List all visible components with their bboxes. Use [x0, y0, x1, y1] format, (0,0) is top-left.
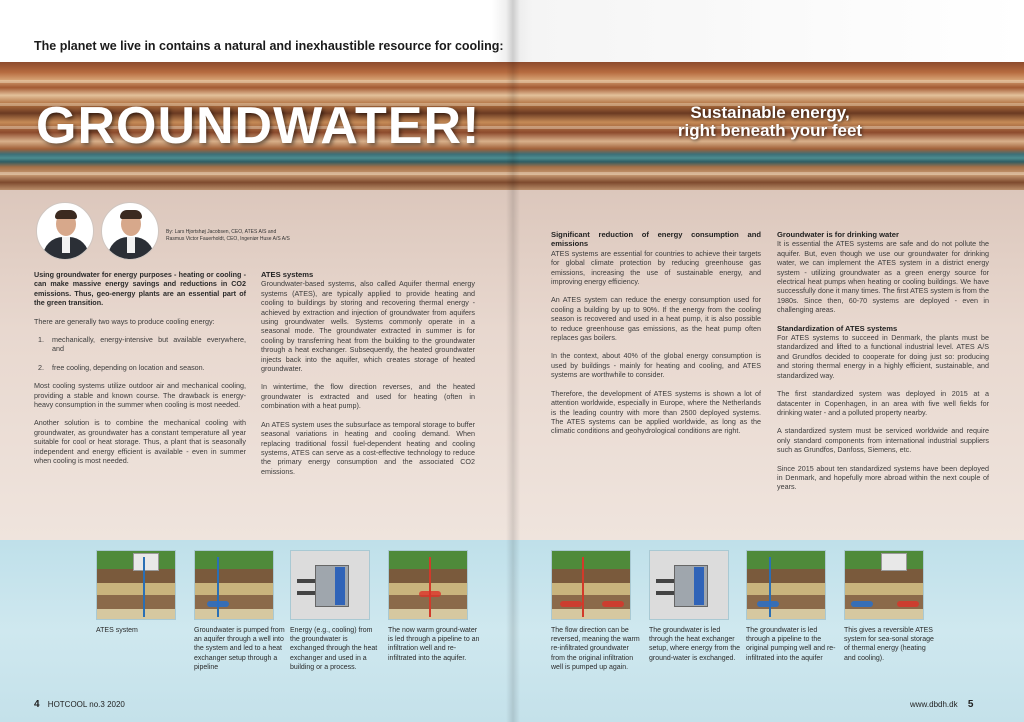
- footer-left: [34, 699, 125, 710]
- soil-layer: [552, 583, 631, 595]
- list-number: 2.: [38, 362, 44, 372]
- flow-arrow-warm: [602, 601, 624, 607]
- well-pipe-warm: [429, 557, 431, 617]
- paragraph: It is essential the ATES systems are safe and do not pollute the aquifer. But, even though we use our groundwater for drinking water, we can implement the ATES system in a district energy system - utilizing groundwater as a green energy source for electrical heat pumps when heating or cooling buildings. We have successfully done it many times. The first ATES system is from the 1980s. Since then, 60-70 systems are deployed - even in challenging areas.: [777, 239, 989, 315]
- well-pipe: [769, 557, 771, 617]
- diagram-caption: This gives a reversible ATES system for sea-sonal storage of thermal energy (heating and cooling).: [844, 627, 934, 662]
- diagram-caption: Energy (e.g., cooling) from the groundwater is exchanged through the heat exchanger and used in a building or a process.: [290, 627, 378, 671]
- soil-layer: [845, 583, 924, 595]
- website-url: www.dbdh.dk: [910, 700, 958, 709]
- page-number-left: 4: [34, 699, 40, 710]
- paragraph: Groundwater-based systems, also called Aquifer thermal energy systems (ATES), are typically applied to provide heating and cooling to buildings by storing and recovering thermal energy - achieved by extraction and injection of groundwater from aquifers using groundwater wells. Systems commonly operate in a seasonal mode. The groundwater extracted in summer is for cooling by transferring heat from the building to the groundwater through a heat exchanger. Subsequently, the heated groundwater injects back into the aquifer, which creates storage of heated groundwater.: [261, 279, 475, 374]
- grass-layer: [195, 551, 274, 569]
- section-heading: Groundwater is for drinking water: [777, 230, 899, 239]
- intro-paragraph: There are generally two ways to produce cooling energy:: [34, 316, 215, 326]
- section-heading: ATES systems: [261, 270, 314, 279]
- soil-layer: [97, 595, 176, 609]
- flow-arrow-warm: [560, 601, 582, 607]
- paragraph: In wintertime, the flow direction reverses, and the heated groundwater is extracted and used for heating (often in combination with a heat pump).: [261, 382, 475, 411]
- diagram-pumping: [194, 550, 274, 620]
- paragraph: Most cooling systems utilize outdoor air and mechanical cooling, providing a stable and known course. The drawback is energy-heavy consumption in the summer when cooling is most needed.: [34, 381, 246, 410]
- diagram-heat-exchanger: [290, 550, 370, 620]
- paragraph: Since 2015 about ten standardized systems have been deployed in Denmark, and hopefully more abroad within the next couple of years.: [777, 463, 989, 492]
- soil-layer: [747, 569, 826, 583]
- diagram-reversed-flow: [551, 550, 631, 620]
- flow-arrow-cold: [851, 601, 873, 607]
- soil-layer: [97, 569, 176, 583]
- building-icon: [881, 553, 907, 571]
- portrait-shirt: [62, 237, 70, 253]
- byline: [166, 229, 336, 243]
- portrait-shirt: [127, 237, 135, 253]
- diagram-reinfiltration: [388, 550, 468, 620]
- well-pipe: [143, 557, 145, 617]
- paragraph: A standardized system must be serviced worldwide and require only standard components from international industrial suppliers such as Grundfos, Danfoss, Siemens, etc.: [777, 426, 989, 455]
- section-heading: Significant reduction of energy consumption and emissions: [551, 230, 761, 249]
- paragraph: Therefore, the development of ATES systems is shown a lot of attention worldwide, especially in Europe, where the Netherlands is the leading country with more than 2500 deployed systems. The ATES systems can be applied worldwide, as long as the climatic conditions and geohydrological conditions are right.: [551, 388, 761, 436]
- list-item: [34, 335, 246, 354]
- paragraph: In the context, about 40% of the global energy consumption is used by buildings - mainly for heating and cooling, and ATES systems are worthwhile to consider.: [551, 351, 761, 380]
- paragraph: The first standardized system was deployed in 2015 at a datacenter in Copenhagen, in an area with five well fields for drinking water - and a polluted property nearby.: [777, 389, 989, 417]
- flow-arrow-cold: [757, 601, 779, 607]
- heat-exchanger-plate: [335, 567, 345, 605]
- paragraph: For ATES systems to succeed in Denmark, the plants must be standardized and lifted to a functional industrial level. ATES A/S and Grundfos decided to cooperate for doing just so: producing and storing thermal energy in a highly efficient, sustainable, and standardized way.: [777, 333, 989, 380]
- flow-arrow-warm: [419, 591, 441, 597]
- left-column: [34, 270, 246, 475]
- banner-subtitle-line1: Sustainable energy,: [690, 103, 850, 122]
- list-number: 1.: [38, 335, 44, 345]
- paragraph: ATES systems are essential for countries to achieve their targets for global climate protection by reducing greenhouse gas emissions, increasing the use of sustainable energy, and improving energy efficiency.: [551, 248, 761, 287]
- diagram-ates-system: [96, 550, 176, 620]
- list-text: free cooling, depending on location and season.: [52, 362, 205, 372]
- soil-layer: [195, 583, 274, 595]
- lead-paragraph: Using groundwater for energy purposes - heating or cooling - can make massive energy savings and reductions in CO2 emissions. Thus, geo-energy plants are an essential part of the green transition.: [34, 270, 246, 308]
- grass-layer: [552, 551, 631, 569]
- banner-subtitle-line2: right beneath your feet: [677, 121, 863, 140]
- list-text: mechanically, energy-intensive but available everywhere, and: [52, 335, 246, 354]
- byline-line2: Rasmus Victor Fauerholdt, CEO, Ingeniør Huse A/S A/S: [166, 236, 290, 242]
- well-pipe: [217, 557, 219, 617]
- soil-layer: [845, 569, 924, 583]
- banner-subtitle: [640, 104, 900, 140]
- paragraph: Another solution is to combine the mechanical cooling with groundwater, as groundwater has a constant temperature all year suitable for cool or heat storage. Thus, a plant that is seasonally independent and energy efficient is available - even in summer when cooling is most needed.: [34, 418, 246, 466]
- soil-layer: [845, 609, 924, 620]
- author-portrait-2: [101, 202, 159, 260]
- reduction-column: [551, 230, 761, 445]
- pipe: [297, 579, 317, 583]
- well-pipe-warm: [582, 557, 584, 617]
- heat-exchanger-plate: [694, 567, 704, 605]
- section-heading: Standardization of ATES systems: [777, 323, 898, 333]
- diagram-caption: The now warm ground-water is led through a pipeline to an infiltration well and re-infiltrated into the aquifer.: [388, 627, 480, 662]
- footer-right: [910, 699, 973, 710]
- drinking-column: [777, 230, 989, 501]
- ates-column: [261, 270, 475, 485]
- flow-arrow-warm: [897, 601, 919, 607]
- diagram-reversible-ates: [844, 550, 924, 620]
- paragraph: An ATES system uses the subsurface as temporal storage to buffer seasonal variations in heating and cooling demand. When replacing traditional fossil fuel-dependent heating and cooling systems, ATES can serve as a cost-effective technology to reduce the primary energy consumption and the associated CO2 emissions.: [261, 419, 475, 476]
- page-kicker: The planet we live in contains a natural and inexhaustible resource for cooling:: [34, 39, 504, 53]
- byline-line1: By: Lars Hjortshøj Jacobsen, CEO, ATES A/S and: [166, 229, 277, 235]
- soil-layer: [97, 583, 176, 595]
- building-icon: [133, 553, 159, 571]
- portrait-hair: [55, 210, 77, 219]
- page-number-right: 5: [967, 699, 974, 710]
- diagram-caption: The flow direction can be reversed, meaning the warm re-infiltrated groundwater from the original infiltration well is pumped up again.: [551, 627, 640, 671]
- soil-layer: [97, 609, 176, 620]
- diagram-caption: Groundwater is pumped from an aquifer through a well into the system and led to a heat exchanger setup through a pipeline: [194, 627, 285, 671]
- diagram-caption: ATES system: [96, 627, 138, 634]
- pipe: [656, 579, 676, 583]
- diagram-caption: The groundwater is led through a pipeline to the original pumping well and re-infiltrated into the aquifer: [746, 627, 836, 662]
- diagram-caption: The groundwater is led through the heat exchanger setup, where energy from the ground-water is exchanged.: [649, 627, 741, 662]
- soil-layer: [747, 583, 826, 595]
- magazine-issue: HOTCOOL no.3 2020: [47, 700, 125, 709]
- list-item: [34, 363, 246, 372]
- soil-layer: [747, 609, 826, 620]
- paragraph: An ATES system can reduce the energy consumption used for cooling a building by up to 90%. If the energy from the cooling season is recovered and used in a heat pump, it is also possible to reduce greenhouse gas emissions, as the heat pump often replaces gas boilers.: [551, 295, 761, 343]
- diagram-return-pipeline: [746, 550, 826, 620]
- soil-layer: [552, 569, 631, 583]
- portrait-hair: [120, 210, 142, 219]
- diagram-heat-exchanger-2: [649, 550, 729, 620]
- soil-layer: [552, 609, 631, 620]
- soil-layer: [195, 569, 274, 583]
- author-portrait-1: [36, 202, 94, 260]
- pipe: [297, 591, 317, 595]
- magazine-spine: [506, 0, 520, 722]
- grass-layer: [747, 551, 826, 569]
- soil-layer: [195, 609, 274, 620]
- pipe: [656, 591, 676, 595]
- banner-title: GROUNDWATER!: [36, 97, 481, 155]
- flow-arrow-cold: [207, 601, 229, 607]
